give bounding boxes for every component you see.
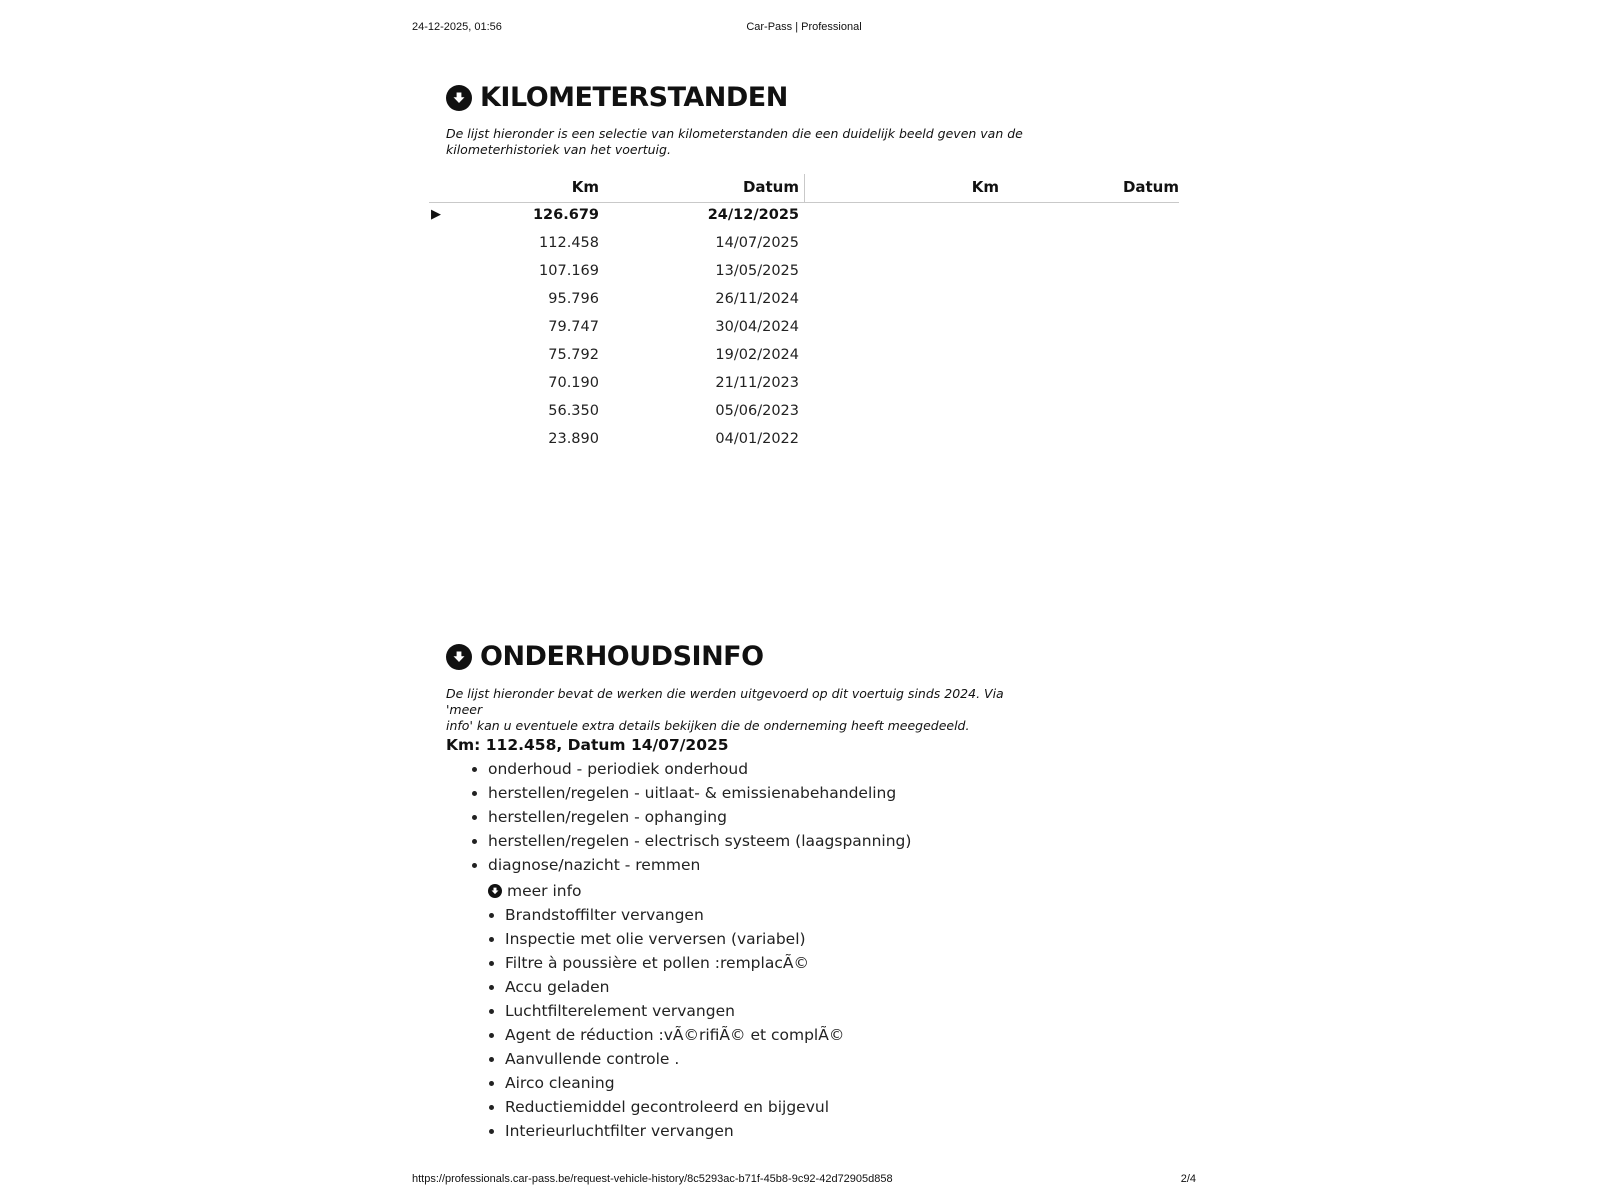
mileage-intro (446, 126, 1036, 158)
table-row (429, 315, 1179, 343)
page-number: 2/4 (1180, 1173, 1196, 1185)
arrow-circle-down-icon (446, 85, 472, 111)
arrow-circle-down-icon (488, 884, 502, 898)
column-header-date-left: Datum (742, 178, 799, 196)
print-url: https://professionals.car-pass.be/request-vehicle-history/8c5293ac-b71f-45b8-9c92-42d72905d858 (412, 1173, 893, 1185)
table-row (429, 343, 1179, 371)
mileage-intro-line-2: kilometerhistoriek van het voertuig. (446, 142, 671, 157)
maintenance-intro-line-1: De lijst hieronder bevat de werken die werden uitgevoerd op dit voertuig sinds 2024. Via 'meer (446, 686, 1004, 717)
table-row (429, 231, 1179, 259)
reading-km: 56.350 (548, 403, 599, 419)
maintenance-intro-line-2: info' kan u eventuele extra details bekijken die de onderneming heeft meegedeeld. (446, 718, 970, 733)
more-info-toggle[interactable] (488, 882, 582, 900)
reading-km: 70.190 (548, 375, 599, 391)
list-item: • Accu geladen (505, 975, 844, 999)
reading-date: 19/02/2024 (715, 347, 799, 363)
reading-km: 107.169 (539, 263, 599, 279)
list-item: • herstellen/regelen - uitlaat- & emissienabehandeling (488, 781, 911, 805)
mileage-title-text: KILOMETERSTANDEN (480, 82, 788, 113)
reading-km: 112.458 (539, 235, 599, 251)
maintenance-section-title (446, 641, 764, 672)
table-row (429, 287, 1179, 315)
reading-km: 79.747 (548, 319, 599, 335)
reading-km: 126.679 (532, 207, 599, 223)
reading-km: 95.796 (548, 291, 599, 307)
table-row (429, 427, 1179, 455)
list-item: • Inspectie met olie verversen (variabel) (505, 927, 844, 951)
list-item: • onderhoud - periodiek onderhoud (488, 757, 911, 781)
list-item: • Filtre à poussière et pollen :remplacÃ© (505, 951, 844, 975)
list-item: • Brandstoffilter vervangen (505, 903, 844, 927)
print-title: Car-Pass | Professional (746, 21, 862, 33)
work-list (466, 757, 911, 877)
list-item: • Airco cleaning (505, 1071, 844, 1095)
column-divider (804, 174, 805, 202)
mileage-section-title (446, 82, 788, 113)
reading-km: 75.792 (548, 347, 599, 363)
detail-list (483, 903, 844, 1143)
list-item: • diagnose/nazicht - remmen (488, 853, 911, 877)
list-item: • Luchtfilterelement vervangen (505, 999, 844, 1023)
reading-date: 30/04/2024 (715, 319, 799, 335)
more-info-label: meer info (507, 882, 582, 900)
table-row (429, 399, 1179, 427)
reading-date: 05/06/2023 (715, 403, 799, 419)
reading-km: 23.890 (548, 431, 599, 447)
reading-date: 21/11/2023 (715, 375, 799, 391)
arrow-circle-down-icon (446, 644, 472, 670)
mileage-table-header (429, 172, 1179, 203)
column-header-date-right: Datum (1122, 178, 1179, 196)
table-row (429, 203, 1179, 231)
table-row (429, 259, 1179, 287)
mileage-table (429, 172, 1179, 455)
reading-date: 04/01/2022 (715, 431, 799, 447)
print-footer (412, 1173, 1196, 1189)
maintenance-entry-heading: Km: 112.458, Datum 14/07/2025 (446, 736, 729, 754)
print-header (412, 21, 1196, 37)
list-item: • herstellen/regelen - ophanging (488, 805, 911, 829)
print-datetime: 24-12-2025, 01:56 (412, 21, 502, 33)
column-header-km-right: Km (971, 178, 999, 196)
reading-date: 14/07/2025 (715, 235, 799, 251)
table-row (429, 371, 1179, 399)
reading-date: 26/11/2024 (715, 291, 799, 307)
reading-date: 24/12/2025 (707, 207, 799, 223)
list-item: • Interieurluchtfilter vervangen (505, 1119, 844, 1143)
list-item: • herstellen/regelen - electrisch systeem (laagspanning) (488, 829, 911, 853)
list-item: • Reductiemiddel gecontroleerd en bijgevul (505, 1095, 844, 1119)
mileage-intro-line-1: De lijst hieronder is een selectie van kilometerstanden die een duidelijk beeld geven van de (446, 126, 1023, 141)
reading-date: 13/05/2025 (715, 263, 799, 279)
list-item: • Agent de réduction :vÃ©rifiÃ© et complÃ© (505, 1023, 844, 1047)
column-header-km-left: Km (571, 178, 599, 196)
maintenance-title-text: ONDERHOUDSINFO (480, 641, 764, 672)
current-reading-marker: ▶ (431, 207, 441, 222)
list-item: • Aanvullende controle . (505, 1047, 844, 1071)
mileage-rows (429, 203, 1179, 455)
maintenance-intro (446, 686, 1036, 734)
